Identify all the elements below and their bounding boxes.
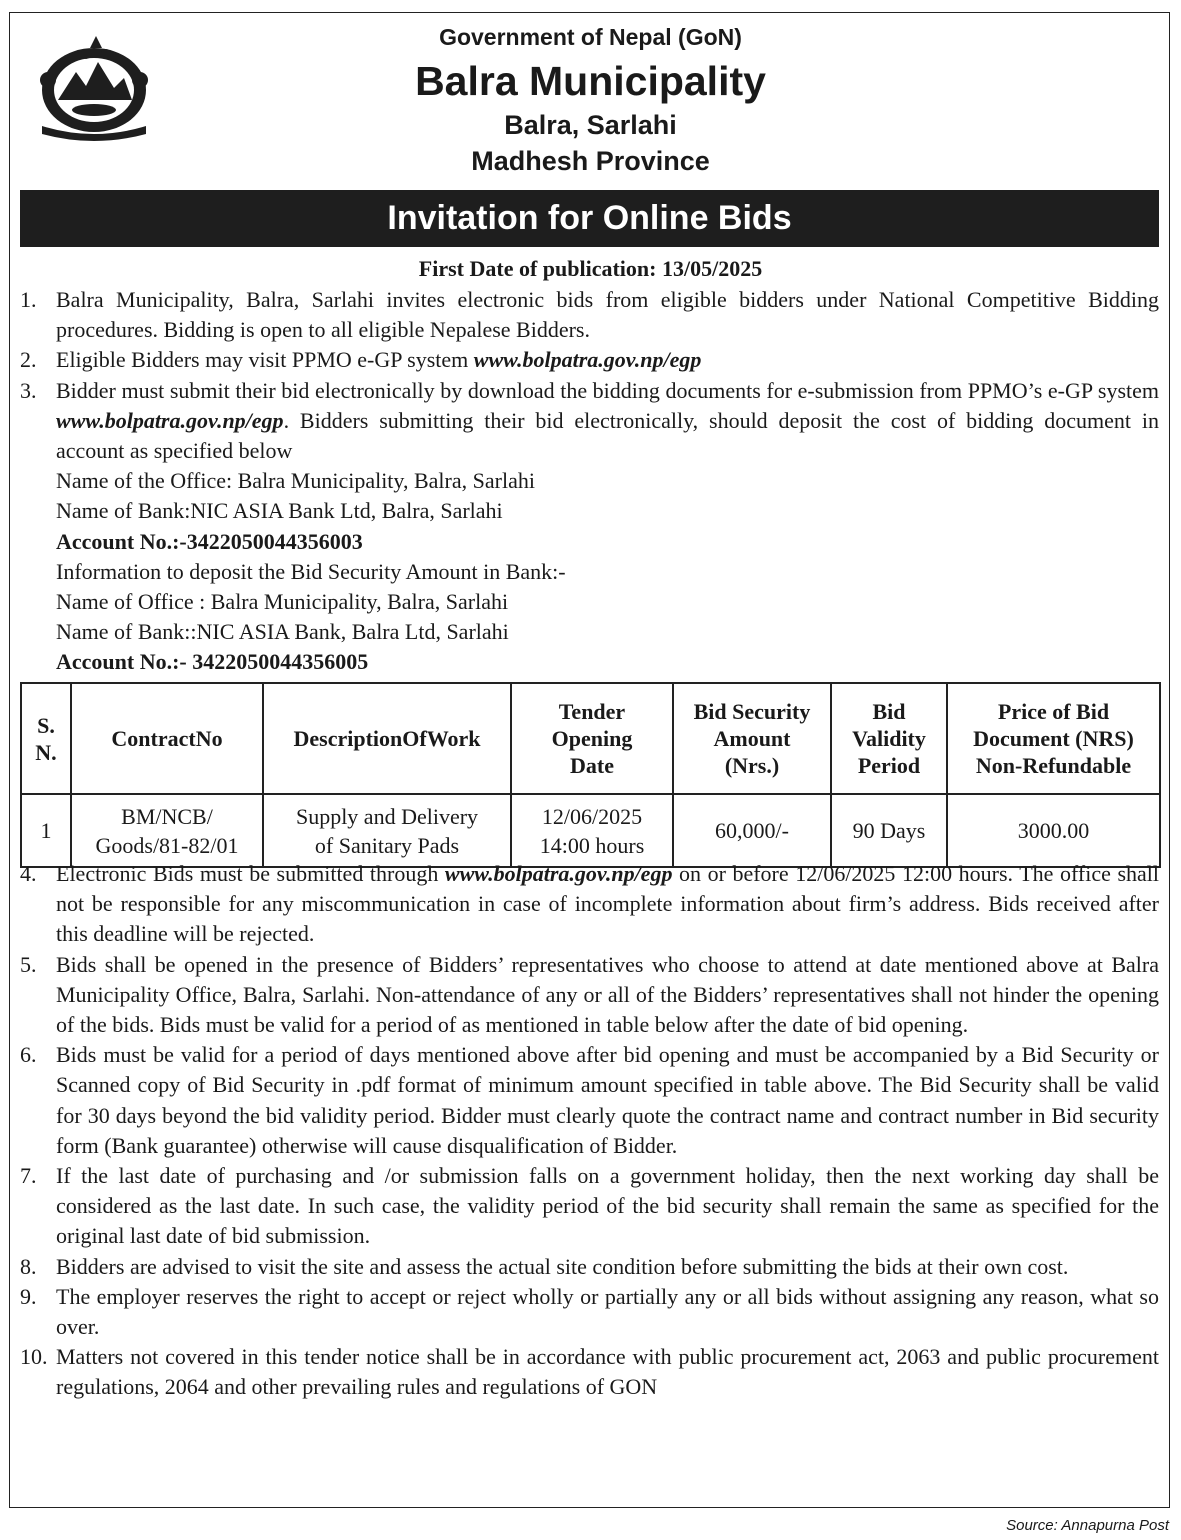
publication-date: First Date of publication: 13/05/2025	[418, 256, 763, 281]
cell-contract: BM/NCB/ Goods/81-82/01	[71, 794, 263, 867]
notice-title-banner: Invitation for Online Bids	[20, 190, 1159, 247]
province-name: Madhesh Province	[471, 146, 710, 176]
item-text: If the last date of purchasing and /or submission falls on a government holiday, then the next working day shall be considered as the last date. In such case, the validity period of the bid security shall remain the same as specified for the original last date of bid submission.	[56, 1163, 1159, 1249]
header-validity: Bid Validity Period	[831, 683, 947, 794]
list-item: 9. The employer reserves the right to accept or reject wholly or partially any or all bids without assigning any reason, what so over.	[20, 1283, 1159, 1340]
office-name-1: Name of the Office: Balra Municipality, Balra, Sarlahi	[56, 468, 535, 494]
list-item: 1. Balra Municipality, Balra, Sarlahi invites electronic bids from eligible bidders under National Competitive Bidding procedures. Bidding is open to all eligible Nepalese Bidders.	[20, 287, 1159, 343]
item-text: Bidder must submit their bid electronically by download the bidding documents for e-submission from PPMO’s e-GP system	[56, 377, 1159, 403]
item-text: Balra Municipality, Balra, Sarlahi invites electronic bids from eligible bidders under National Competitive Bidding procedures. Bidding is open to all eligible Nepalese Bidders.	[56, 287, 1159, 343]
egp-link[interactable]: www.bolpatra.gov.np/egp	[56, 407, 284, 433]
municipality-title: Balra Municipality	[415, 58, 766, 104]
item-text: . Bidders submitting their bid electronically, should deposit the cost of bidding document in account as specified below	[56, 407, 1159, 464]
office-name-2: Name of Office : Balra Municipality, Balra, Sarlahi	[56, 589, 509, 615]
header-bid-security: Bid Security Amount (Nrs.)	[673, 683, 831, 794]
item-text: Bids shall be opened in the presence of Bidders’ representatives who choose to attend at date mentioned above at Balra Municipality Office, Balra, Sarlahi. Non-attendance of any or all of the Bidders’ representatives shall not hinder the opening of the bids. Bids must be valid for a period of as mentioned in table below after the date of bid opening.	[56, 951, 1159, 1038]
source-credit: Source: Annapurna Post	[1006, 1517, 1169, 1534]
header-sn: S. N.	[21, 683, 71, 794]
cell-description: Supply and Delivery of Sanitary Pads	[263, 794, 511, 867]
egp-link[interactable]: www.bolpatra.gov.np/egp	[444, 861, 673, 886]
list-item: 4. Electronic Bids must be submitted through www.bolpatra.gov.np/egp on or before 12/06/2025 12:00 hours. The office shall not be responsible for any miscommunication in case of incomplete information about firm’s address. Bids received after this deadline will be rejected.	[20, 861, 1159, 947]
account-number-1: Account No.:-3422050044356003	[56, 528, 363, 554]
item-text: Bidders are advised to visit the site and assess the actual site condition before submitting the bids at their own cost.	[56, 1253, 1069, 1279]
notice-items-bottom	[20, 859, 1159, 1403]
cell-opening-date: 12/06/2025 14:00 hours	[511, 794, 673, 867]
item-text: Eligible Bidders may visit PPMO e-GP system	[56, 347, 474, 373]
list-item: 10. Matters not covered in this tender notice shall be in accordance with public procurement act, 2063 and public procurement regulations, 2064 and other prevailing rules and regulations of GON	[20, 1344, 1159, 1400]
header-contract: ContractNo	[71, 683, 263, 794]
list-item: 3. Bidder must submit their bid electronically by download the bidding documents for e-submission from PPMO’s e-GP system www.bolpatra.gov.np/egp. Bidders submitting their bid electronically, should deposit the cost of bidding document in account as specified below Name of the Office: Balra Municipality, Balra, Sarlahi Name of Bank:NIC ASIA Bank Ltd, Balra, Sarlahi Account No.:-3422050044356003 Information to deposit the Bid Security Amount in Bank:- Name of Office : Balra Municipality, Balra, Sarlahi Name of Bank::NIC ASIA Bank, Balra Ltd, Sarlahi Account No.:- 3422050044356005	[20, 376, 1159, 678]
egp-link[interactable]: www.bolpatra.gov.np/egp	[473, 347, 702, 373]
list-item: 2. Eligible Bidders may visit PPMO e-GP system www.bolpatra.gov.np/egp	[20, 347, 702, 373]
header-description: DescriptionOfWork	[263, 683, 511, 794]
municipality-address: Balra, Sarlahi	[504, 110, 677, 140]
header-price: Price of Bid Document (NRS) Non-Refundable	[947, 683, 1160, 794]
item-text: Matters not covered in this tender notice shall be in accordance with public procurement act, 2063 and public procurement regulations, 2064 and other prevailing rules and regulations of GON	[56, 1344, 1159, 1400]
header-opening-date: Tender Opening Date	[511, 683, 673, 794]
item-text: The employer reserves the right to accept or reject wholly or partially any or all bids without assigning any reason, what so over.	[56, 1283, 1159, 1340]
list-item: 8. Bidders are advised to visit the site and assess the actual site condition before submitting the bids at their own cost.	[20, 1253, 1069, 1279]
table-row	[21, 794, 1160, 867]
bank-name-1: Name of Bank:NIC ASIA Bank Ltd, Balra, Sarlahi	[56, 498, 503, 524]
list-item: 7. If the last date of purchasing and /or submission falls on a government holiday, then the next working day shall be considered as the last date. In such case, the validity period of the bid security shall remain the same as specified for the original last date of bid submission.	[20, 1163, 1159, 1249]
list-item: 6. Bids must be valid for a period of days mentioned above after bid opening and must be accompanied by a Bid Security or Scanned copy of Bid Security in .pdf format of minimum amount specified in table above. The Bid Security shall be valid for 30 days beyond the bid validity period. Bidder must clearly quote the contract name and contract number in Bid security form (Bank guarantee) otherwise will cause disqualification of Bidder.	[20, 1042, 1159, 1158]
government-title: Government of Nepal (GoN)	[439, 24, 742, 50]
item-text: Electronic Bids must be submitted through	[56, 861, 445, 886]
deposit-info: Information to deposit the Bid Security Amount in Bank:-	[56, 558, 566, 584]
account-number-2: Account No.:- 3422050044356005	[56, 649, 369, 675]
notice-items-top	[20, 285, 1159, 678]
cell-price: 3000.00	[947, 794, 1160, 867]
item-text: on or before 12/06/2025 12:00 hours. The office shall not be responsible for any miscommunication in case of incomplete information about firm’s address. Bids received after this deadline will be rejected.	[56, 861, 1159, 947]
bank-name-2: Name of Bank::NIC ASIA Bank, Balra Ltd, Sarlahi	[56, 619, 509, 645]
table-header-row	[21, 683, 1160, 794]
list-item: 5. Bids shall be opened in the presence of Bidders’ representatives who choose to attend at date mentioned above at Balra Municipality Office, Balra, Sarlahi. Non-attendance of any or all of the Bidders’ representatives shall not hinder the opening of the bids. Bids must be valid for a period of as mentioned in table below after the date of bid opening.	[20, 951, 1159, 1038]
cell-bid-security: 60,000/-	[673, 794, 831, 867]
cell-sn: 1	[21, 794, 71, 867]
item-text: Bids must be valid for a period of days mentioned above after bid opening and must be accompanied by a Bid Security or Scanned copy of Bid Security in .pdf format of minimum amount specified in table above. The Bid Security shall be valid for 30 days beyond the bid validity period. Bidder must clearly quote the contract name and contract number in Bid security form (Bank guarantee) otherwise will cause disqualification of Bidder.	[56, 1042, 1159, 1158]
bid-table	[20, 682, 1161, 868]
cell-validity: 90 Days	[831, 794, 947, 867]
